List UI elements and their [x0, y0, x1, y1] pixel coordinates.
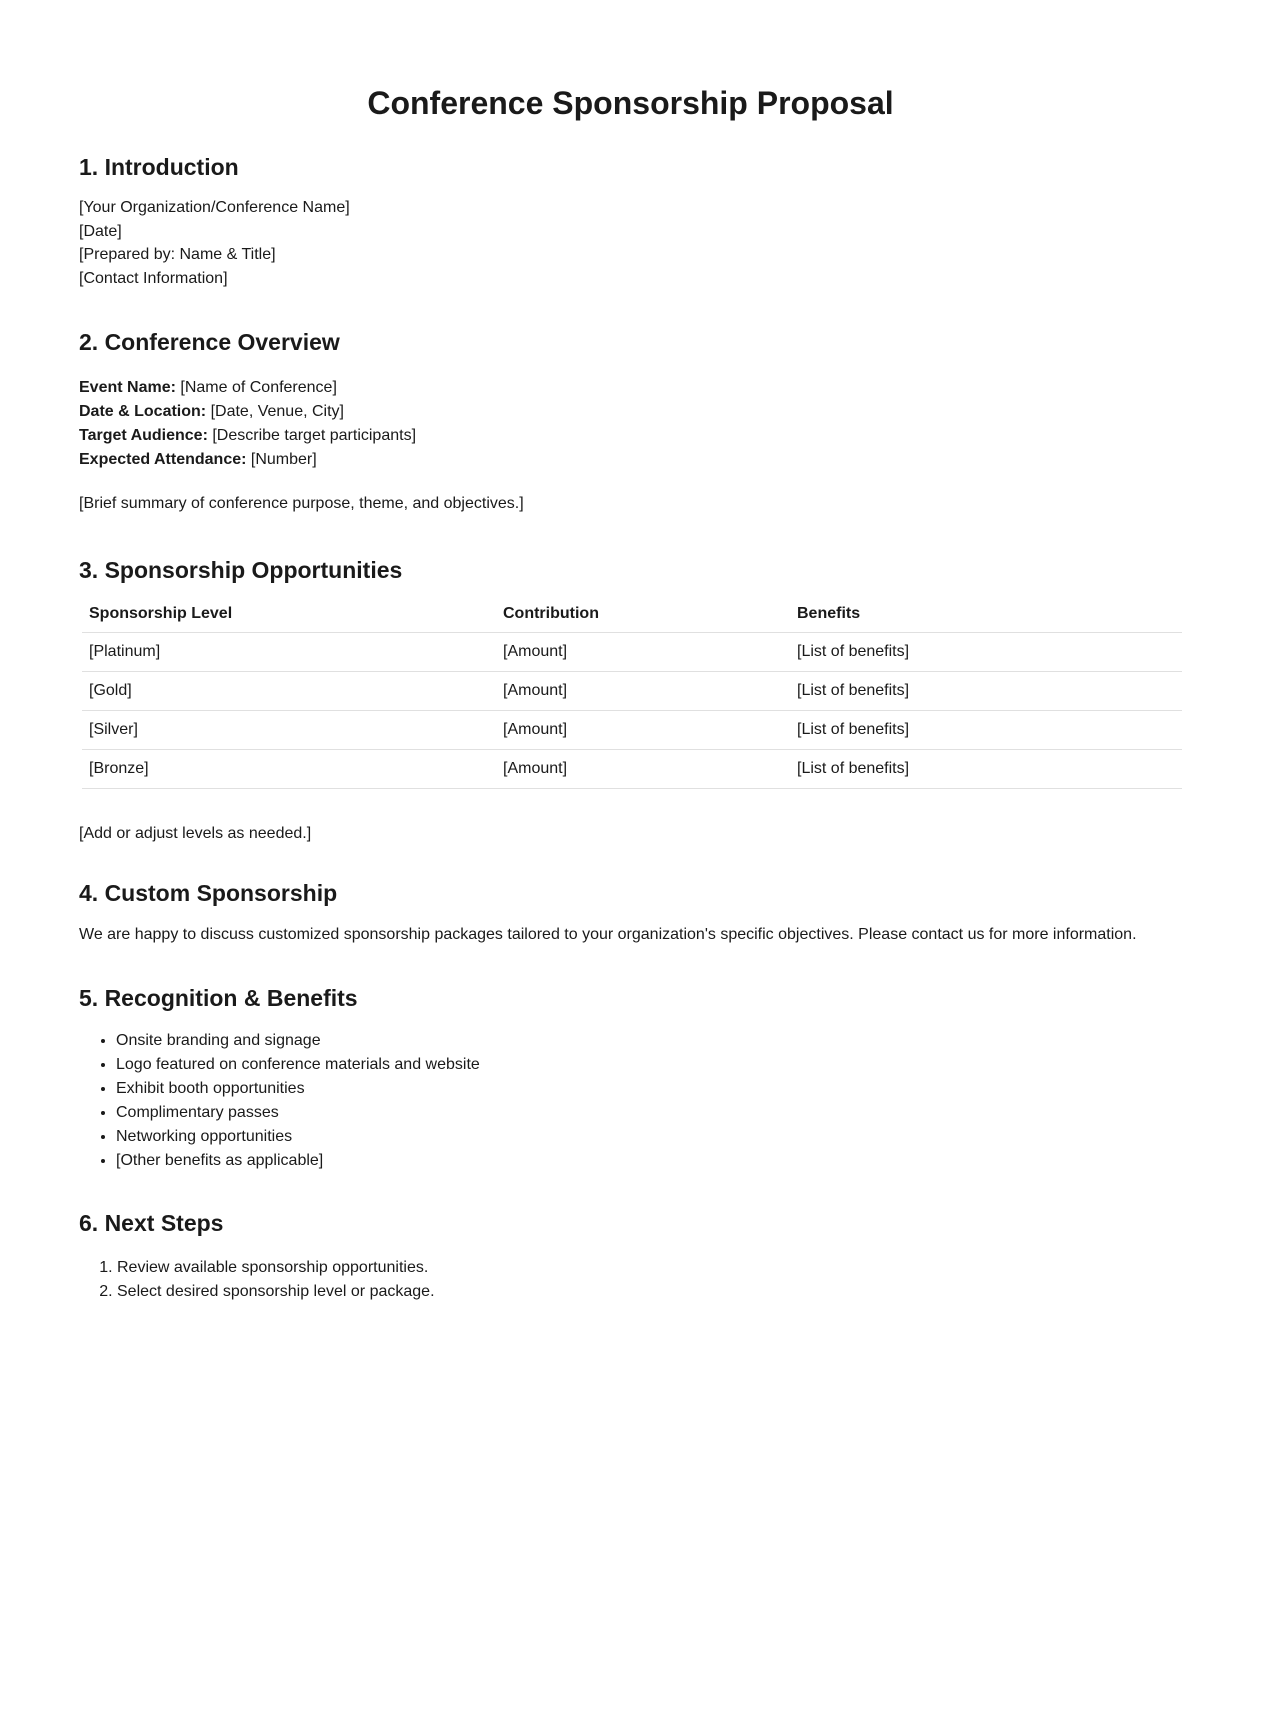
field-value: [Number]	[250, 451, 317, 468]
table-row-gold	[82, 672, 1182, 711]
opportunities-heading: 3. Sponsorship Opportunities	[79, 556, 403, 583]
overview-field-event-name	[79, 376, 1182, 400]
section-introduction	[79, 154, 1182, 290]
overview-field-expected-attendance	[79, 448, 1182, 472]
intro-line-prepared-by: [Prepared by: Name & Title]	[79, 246, 276, 263]
table-body	[82, 633, 1182, 789]
next-steps-heading: 6. Next Steps	[79, 1210, 224, 1236]
column-header-contribution: Contribution	[496, 597, 790, 633]
cell-contribution: [Amount]	[496, 750, 790, 789]
cell-level: [Platinum]	[82, 633, 496, 672]
column-header-level: Sponsorship Level	[82, 597, 496, 633]
intro-line-contact: [Contact Information]	[79, 269, 228, 287]
cell-benefits: [List of benefits]	[790, 711, 1182, 750]
column-header-benefits: Benefits	[790, 597, 1182, 633]
cell-contribution: [Amount]	[496, 711, 790, 750]
section-recognition-benefits	[79, 985, 1182, 1173]
list-item: • Onsite branding and signage	[116, 1029, 1182, 1053]
section-custom-sponsorship	[79, 880, 1182, 947]
list-item: 2. Select desired sponsorship level or package.	[117, 1280, 1182, 1304]
introduction-heading: 1. Introduction	[79, 154, 239, 180]
field-label: Target Audience:	[79, 427, 208, 444]
field-value: [Date, Venue, City]	[210, 403, 344, 420]
table-header-row	[82, 597, 1182, 633]
recognition-bullet-list	[79, 1029, 1182, 1173]
list-item: 1. Review available sponsorship opportunities.	[117, 1256, 1182, 1280]
cell-level: [Bronze]	[82, 750, 496, 789]
cell-benefits: [List of benefits]	[790, 672, 1182, 711]
field-label: Expected Attendance:	[79, 451, 247, 468]
cell-level: [Silver]	[82, 711, 496, 750]
cell-benefits: [List of benefits]	[790, 633, 1182, 672]
table-header	[82, 597, 1182, 633]
opportunities-note: [Add or adjust levels as needed.]	[79, 825, 312, 842]
cell-level: [Gold]	[82, 672, 496, 711]
list-item: • Logo featured on conference materials and website	[116, 1053, 1182, 1077]
list-item: • Complimentary passes	[116, 1101, 1182, 1125]
list-item: • [Other benefits as applicable]	[116, 1149, 1182, 1173]
overview-field-date-location	[79, 400, 1182, 424]
table-row-bronze	[82, 750, 1182, 789]
section-opportunities	[79, 557, 1182, 846]
introduction-body	[79, 196, 1182, 290]
custom-sponsorship-heading: 4. Custom Sponsorship	[79, 879, 338, 906]
field-value: [Name of Conference]	[180, 379, 337, 396]
cell-contribution: [Amount]	[496, 633, 790, 672]
field-value: [Describe target participants]	[212, 427, 417, 444]
field-label: Event Name:	[79, 379, 176, 396]
cell-contribution: [Amount]	[496, 672, 790, 711]
next-steps-list	[79, 1256, 1182, 1304]
list-item: • Networking opportunities	[116, 1125, 1182, 1149]
table-row-platinum	[82, 633, 1182, 672]
overview-field-target-audience	[79, 424, 1182, 448]
intro-line-date: [Date]	[79, 222, 122, 240]
custom-sponsorship-body: We are happy to discuss customized sponsorship packages tailored to your organization's specific objectives. Please contact us for more information.	[79, 925, 1137, 943]
recognition-heading: 5. Recognition & Benefits	[79, 985, 358, 1011]
page-title: Conference Sponsorship Proposal	[367, 85, 894, 121]
field-label: Date & Location:	[79, 403, 207, 420]
table-row-silver	[82, 711, 1182, 750]
overview-fields	[79, 376, 1182, 472]
section-next-steps	[79, 1210, 1182, 1304]
sponsorship-table	[82, 597, 1182, 790]
intro-line-organization: [Your Organization/Conference Name]	[79, 199, 350, 216]
overview-heading: 2. Conference Overview	[79, 329, 340, 355]
document-page	[0, 85, 1263, 1304]
overview-summary: [Brief summary of conference purpose, theme, and objectives.]	[79, 495, 524, 512]
list-item: • Exhibit booth opportunities	[116, 1077, 1182, 1101]
cell-benefits: [List of benefits]	[790, 750, 1182, 789]
section-overview	[79, 329, 1182, 516]
